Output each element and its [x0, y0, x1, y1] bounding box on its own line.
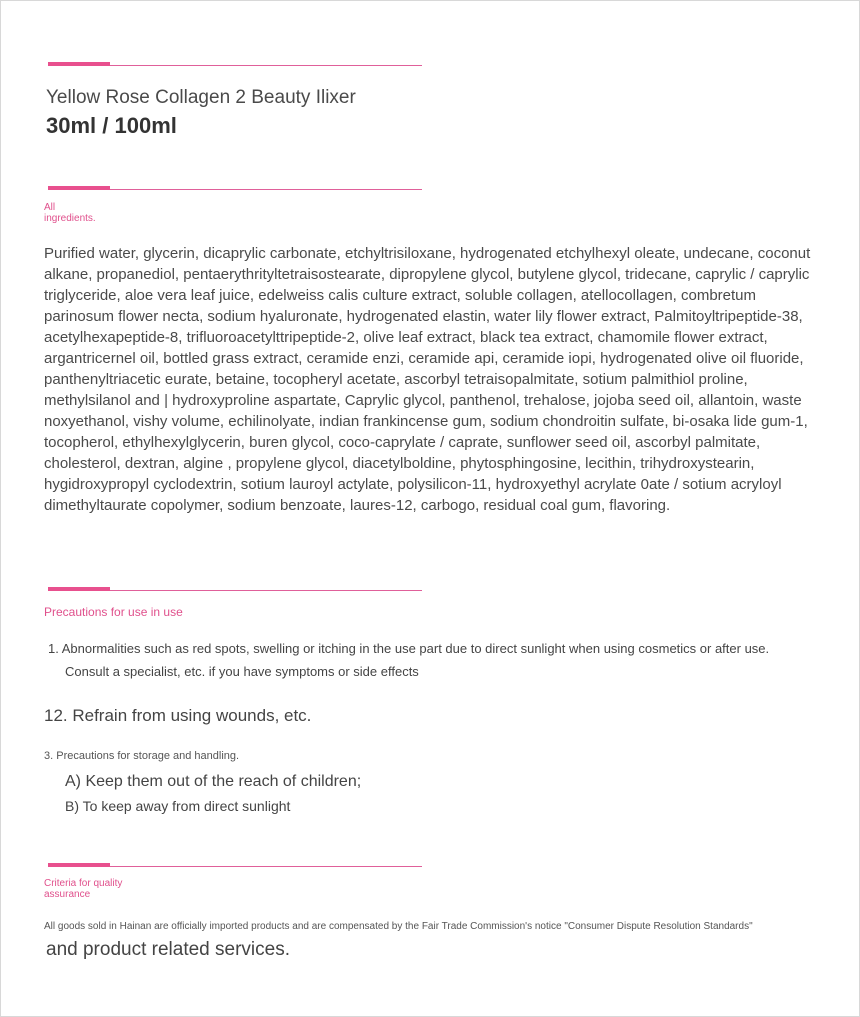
- precaution-item-3-a: A) Keep them out of the reach of children;: [65, 773, 362, 790]
- ingredients-label-line2: ingredients.: [44, 213, 96, 224]
- product-name: Yellow Rose Collagen 2 Beauty Ilixer: [46, 87, 356, 108]
- precaution-item-1: 1. Abnormalities such as red spots, swelling or itching in the use part due to direct sunlight when using cosmetics or after use.: [48, 641, 770, 656]
- precaution-item-2: 12. Refrain from using wounds, etc.: [44, 706, 312, 725]
- section-divider-ingredients: [48, 186, 422, 190]
- quality-text-line2: and product related services.: [46, 939, 290, 960]
- quality-label-line2: assurance: [44, 889, 91, 900]
- ingredients-label-line1: All: [44, 202, 56, 213]
- precautions-title: Precautions for use in use: [44, 605, 183, 619]
- ingredients-text: Purified water, glycerin, dicaprylic carbonate, etchyltrisiloxane, hydrogenated etchylhexyl oleate, undecane, coconut alkane, propanediol, pentaerythrityltetraisostearate, dipropylene glycol, butylene glycol, tridecane, caprylic / caprylic triglyceride, aloe vera leaf juice, edelweiss calis culture extract, soluble collagen, atellocollagen, combretum parinosum flower necta, sodium hyaluronate, hydrogenated elastin, water lily flower extract, Palmitoyltripeptide-38, acetylhexapeptide-8, trifluoroacetylttripeptide-2, olive leaf extract, black tea extract, chamomile flower extract, argantricernel oil, bottled grass extract, ceramide enzi, ceramide api, ceramide iopi, hydrogenated olive oil fluoride, panthenyltriacetic eurate, betaine, tocopheryl acetate, ascorbyl tetraisopalmitate, sotium palmithiol proline, methylsilanol and | hydroxyproline aspartate, Caprylic glycol, panthenol, trehalose, jojoba seed oil, allantoin, waste noxyethanol, vishy volume, echilinolyate, indian frankincense gum, sodium chondroitin sulfate, bi-osaka lide gum-1, tocopherol, ethylhexylglycerin, buren glycol, coco-caprylate / caprate, sunflower seed oil, ascorbyl palmitate, cholesterol, dextran, algine , propylene glycol, diacetylboldine, phytosphingosine, lecithin, trihydroxystearin, hygidroxypropyl cyclodextrin, sotium lauroyl actylate, polysilicon-11, hydroxyethyl acrylate 0ate / sotium acryloyl dimethyltaurate copolymer, sodium benzoate, laures-12, carbogo, residual coal gum, flavoring.: [44, 245, 811, 514]
- quality-label: [44, 878, 122, 900]
- quality-label-line1: Criteria for quality: [44, 878, 123, 889]
- divider-accent: [48, 587, 110, 591]
- quality-text-line1: All goods sold in Hainan are officially imported products and are compensated by the Fair Trade Commission's notice "Consumer Dispute Resolution Standards": [44, 921, 753, 932]
- divider-accent: [48, 186, 110, 190]
- divider-accent: [48, 863, 110, 867]
- ingredients-label: [44, 202, 96, 224]
- section-divider-precautions: [48, 587, 422, 591]
- divider-accent: [48, 62, 110, 66]
- precaution-item-3-b: B) To keep away from direct sunlight: [65, 798, 291, 814]
- product-size: 30ml / 100ml: [46, 113, 177, 138]
- section-divider-quality: [48, 863, 422, 867]
- precaution-item-1-detail: Consult a specialist, etc. if you have symptoms or side effects: [65, 664, 419, 679]
- section-divider-product: [48, 62, 422, 66]
- precaution-item-3: 3. Precautions for storage and handling.: [44, 750, 240, 762]
